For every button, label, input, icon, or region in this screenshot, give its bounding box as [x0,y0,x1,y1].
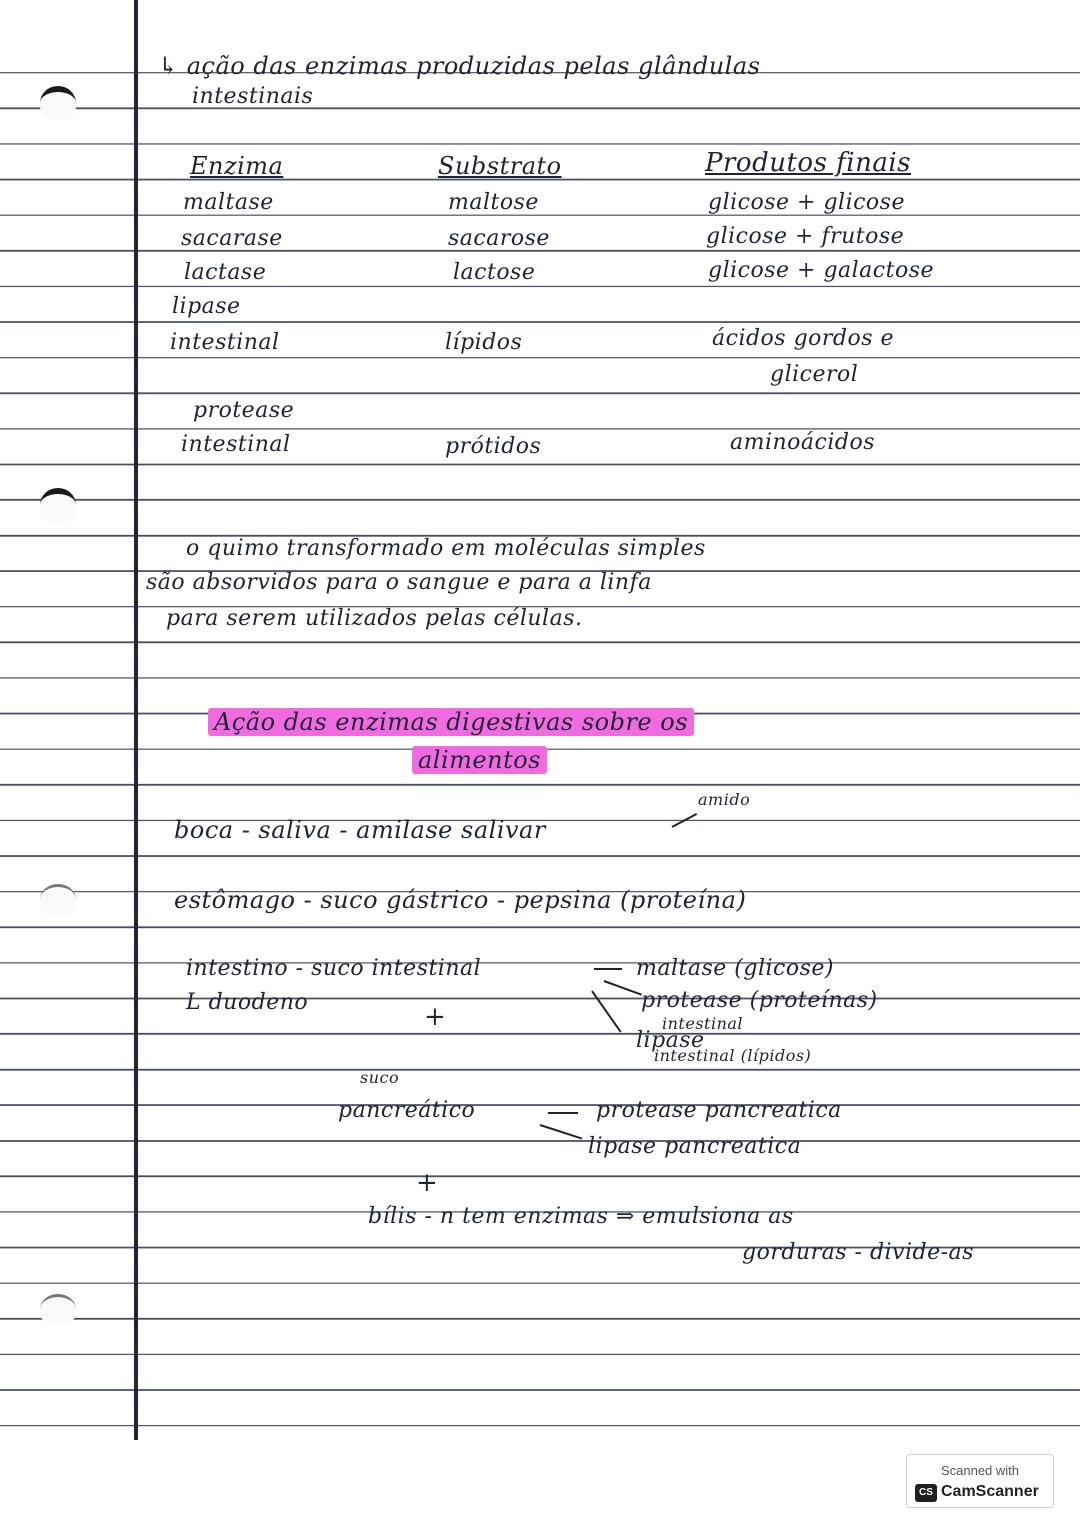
section-title-line-2 [412,746,547,774]
table-cell-produtos: glicose + glicose [708,190,905,215]
bilis-line-2: gorduras - divide-as [742,1240,974,1265]
punch-hole [40,488,76,522]
intestine-enzyme: lipase [636,1028,705,1053]
section-title-highlight: alimentos [412,746,547,774]
intestine-enzyme-qualifier: intestinal (lípidos) [654,1046,812,1065]
paragraph-line-3: para serem utilizados pelas células. [166,606,583,631]
annotation-stroke [672,813,698,828]
intestino-label: intestino - suco intestinal [186,956,482,981]
amido-annotation: amido [698,790,751,809]
section-title-highlight: Ação das enzimas digestivas sobre os [208,708,694,736]
table-cell-substrato: sacarose [448,226,550,251]
paragraph-line-1: o quimo transformado em moléculas simples [186,536,706,561]
camscanner-logo-icon: CS [915,1484,937,1502]
table-cell-substrato: lactose [453,260,536,285]
estomago-line: estômago - suco gástrico - pepsina (proteína) [174,886,747,914]
branch-stroke [540,1124,582,1139]
table-cell-substrato: lípidos [445,330,523,355]
punch-hole [40,1294,76,1325]
pancreatic-enzyme: protease pancreatica [596,1098,842,1123]
scanned-with-label: Scanned with [940,1463,1020,1478]
paragraph-line-2: são absorvidos para o sangue e para a linfa [146,570,652,595]
table-cell-produtos: ácidos gordos e [712,326,895,351]
branch-stroke [604,980,642,996]
punch-hole [40,884,76,915]
duodeno-label: L duodeno [186,990,309,1015]
plus-sign: + [416,1168,439,1198]
table-cell-enzima: lipase [172,294,241,319]
branch-stroke [548,1112,578,1114]
intestine-enzyme-qualifier: intestinal [662,1014,744,1033]
table-cell-enzima: lactase [184,260,267,285]
table-cell-enzima-2: intestinal [170,330,280,355]
branch-stroke [594,968,622,970]
table-cell-produtos-2: glicerol [770,362,859,387]
heading-line-2: intestinais [192,84,314,109]
table-header-produtos: Produtos finais [705,148,912,178]
punch-hole [40,86,76,120]
table-cell-produtos: glicose + frutose [706,224,905,249]
table-cell-enzima: sacarase [181,226,283,251]
table-header-enzima: Enzima [190,152,284,180]
plus-sign: + [424,1002,447,1032]
intestine-enzyme: maltase (glicose) [636,956,834,981]
pancreatico-label-1: suco [360,1068,400,1087]
pancreatico-label-2: pancreático [338,1098,476,1123]
table-cell-substrato: maltose [448,190,539,215]
table-cell-substrato: prótidos [445,434,542,459]
table-cell-enzima-2: intestinal [181,432,291,457]
camscanner-brand: CamScanner [941,1483,1039,1500]
section-title-line-1 [208,708,694,736]
table-cell-enzima: protease [193,398,295,423]
intestine-enzyme: protease (proteínas) [641,988,878,1013]
table-cell-produtos: aminoácidos [730,430,876,455]
pancreatic-enzyme: lipase pancreatica [588,1134,802,1159]
boca-line: boca - saliva - amilase salivar [174,816,546,844]
table-cell-produtos: glicose + galactose [708,258,935,283]
margin-line [134,0,138,1440]
heading-line-1: ↳ ação das enzimas produzidas pelas glândulas [158,52,761,80]
table-header-substrato: Substrato [438,152,562,180]
bilis-line-1: bílis - n tem enzimas ⇒ emulsiona as [368,1204,794,1229]
table-cell-enzima: maltase [183,190,274,215]
branch-stroke [591,990,621,1032]
camscanner-watermark [906,1454,1054,1508]
